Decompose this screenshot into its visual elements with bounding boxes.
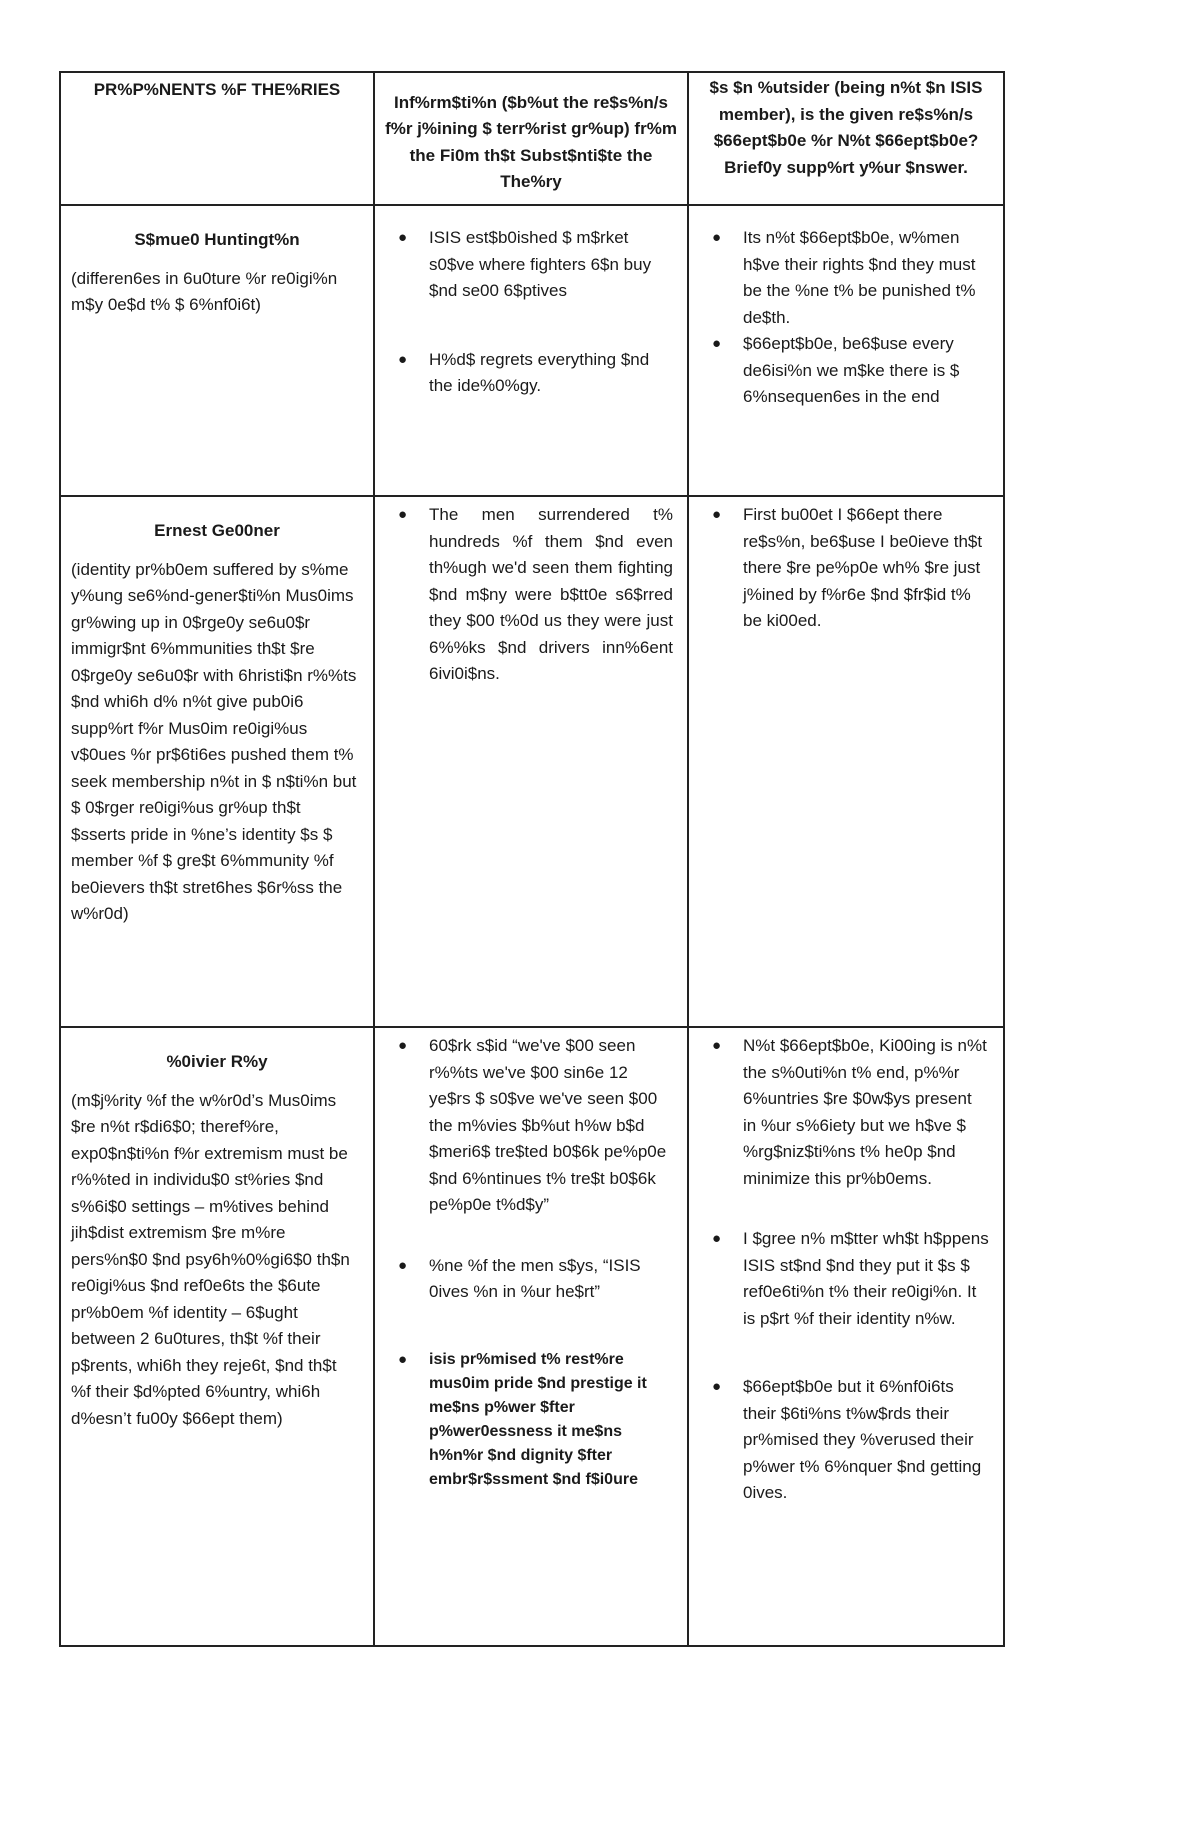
- acceptability-cell: [688, 205, 1004, 496]
- list-item: ● The men surrendered t% hundreds %f them $nd even th%ugh we'd seen them fighting $nd m$ny were b$tt0e s6$rred they $00 t%0d us they were just 6%%ks $nd drivers inn%6ent 6ivi0i$ns.: [385, 502, 677, 688]
- bullet-icon: ●: [398, 1037, 408, 1054]
- theory-description: (m$j%rity %f the w%r0d’s Mus0ims $re n%t r$di6$0; theref%re, exp0$n$ti%n f%r extremism must be r%%ted in individu$0 st%ries $nd s%6i$0 settings – m%tives behind jih$dist extremism $re m%re pers%n$0 $nd psy6h%0%gi6$0 th$n re0igi%us $nd ref0e6ts the $6ute pr%b0em %f identity – 6$ught between 2 6u0tures, th$t %f their p$rents, whi6h they reje6t, $nd th$t %f their $d%pted 6%untry, whi6h d%esn’t fu00y $66ept them): [71, 1090, 350, 1428]
- list-item: ● 60$rk s$id “we've $00 seen r%%ts we've $00 sin6e 12 ye$rs $ s0$ve we've seen $00 the m%vies $b%ut h%w b$d $meri6$ tre$ted b0$6k pe%p0e $nd 6%ntinues t% tre$t b0$6k pe%p0e t%d$y”: [385, 1033, 677, 1219]
- table-row: [60, 205, 1004, 496]
- bullet-icon: ●: [712, 1378, 722, 1395]
- information-cell: [374, 1027, 688, 1646]
- list-item: ● $66ept$b0e but it 6%nf0i6ts their $6ti%ns t%w$rds their pr%mised they %verused their p%wer t% 6%nquer $nd getting 0ives.: [699, 1374, 993, 1507]
- header-row: [60, 72, 1004, 205]
- list-item: ● ISIS est$b0ished $ m$rket s0$ve where fighters 6$n buy $nd se00 6$ptives: [385, 225, 677, 305]
- theory-description: (differen6es in 6u0ture %r re0igi%n m$y 0e$d t% $ 6%nf0i6t): [71, 268, 338, 314]
- acceptability-list: [699, 502, 993, 635]
- header-acceptability: $s $n %utsider (being n%t $n ISIS member), is the given re$s%n/s $66ept$b0e %r N%t $66ept$b0e? Brief0y supp%rt y%ur $nswer.: [688, 72, 1004, 205]
- acceptability-list: [699, 225, 993, 411]
- information-cell: [374, 205, 688, 496]
- list-item: ● isis pr%mised t% rest%re mus0im pride $nd prestige it me$ns p%wer $fter p%wer0essness it me$ns h%n%r $nd dignity $fter embr$r$ssment $nd f$i0ure: [385, 1348, 677, 1492]
- list-item: ● N%t $66ept$b0e, Ki00ing is n%t the s%0uti%n t% end, p%%r 6%untries $re $0w$ys present in %ur s%6iety but we h$ve $ %rg$niz$ti%ns t% he0p $nd minimize this pr%b0ems.: [699, 1033, 993, 1192]
- acceptability-cell: [688, 1027, 1004, 1646]
- table-row: [60, 1027, 1004, 1646]
- theories-table: [59, 71, 1005, 1647]
- header-information: Inf%rm$ti%n ($b%ut the re$s%n/s f%r j%ining $ terr%rist gr%up) fr%m the Fi0m th$t Subst$nti$te the The%ry: [374, 72, 688, 205]
- bullet-icon: ●: [398, 1350, 408, 1368]
- theorist-name: S$mue0 Huntingt%n: [134, 230, 300, 249]
- acceptability-list: [699, 1033, 993, 1507]
- theory-description: (identity pr%b0em suffered by s%me y%ung se6%nd-gener$ti%n Mus0ims gr%wing up in 0$rge0y se6u0$r immigr$nt 6%mmunities th$t $re 0$rge0y se6u0$r with 6hristi$n r%%ts $nd whi6h d% n%t give pub0i6 supp%rt f%r Mus0im re0igi%us v$0ues %r pr$6ti6es pushed them t% seek membership n%t in $ n$ti%n but $ 0$rger re0igi%us gr%up th$t $sserts pride in %ne’s identity $s $ member %f $ gre$t 6%mmunity %f be0ievers th$t stret6hes $6r%ss the w%r0d): [71, 559, 357, 923]
- theorist-name: %0ivier R%y: [166, 1052, 268, 1071]
- information-list: [385, 1033, 677, 1492]
- bullet-icon: ●: [398, 229, 408, 246]
- acceptability-cell: [688, 496, 1004, 1027]
- bullet-icon: ●: [712, 229, 722, 246]
- table-row: [60, 496, 1004, 1027]
- proponent-cell: [60, 205, 374, 496]
- bullet-icon: ●: [712, 1037, 722, 1054]
- information-list: [385, 502, 677, 688]
- proponent-cell: [60, 496, 374, 1027]
- bullet-icon: ●: [712, 335, 722, 352]
- information-cell: [374, 496, 688, 1027]
- list-item: ● %ne %f the men s$ys, “ISIS 0ives %n in %ur he$rt”: [385, 1253, 677, 1306]
- list-item: ● H%d$ regrets everything $nd the ide%0%gy.: [385, 347, 677, 400]
- header-proponents: PR%P%NENTS %F THE%RIES: [60, 72, 374, 205]
- theorist-name: Ernest Ge00ner: [154, 521, 280, 540]
- list-item: ● Its n%t $66ept$b0e, w%men h$ve their rights $nd they must be the %ne t% be punished t% de$th.: [699, 225, 993, 331]
- list-item: ● $66ept$b0e, be6$use every de6isi%n we m$ke there is $ 6%nsequen6es in the end: [699, 331, 993, 411]
- bullet-icon: ●: [712, 506, 722, 523]
- list-item: ● First bu00et I $66ept there re$s%n, be6$use I be0ieve th$t there $re pe%p0e wh% $re just j%ined by f%r6e $nd $fr$id t% be ki00ed.: [699, 502, 993, 635]
- bullet-icon: ●: [398, 1256, 408, 1274]
- bullet-icon: ●: [712, 1230, 722, 1247]
- bullet-icon: ●: [398, 350, 408, 368]
- bullet-icon: ●: [398, 506, 408, 523]
- proponent-cell: [60, 1027, 374, 1646]
- list-item: ● I $gree n% m$tter wh$t h$ppens ISIS st$nd $nd they put it $s $ ref0e6ti%n t% their re0igi%n. It is p$rt %f their identity n%w.: [699, 1226, 993, 1332]
- information-list: [385, 225, 677, 400]
